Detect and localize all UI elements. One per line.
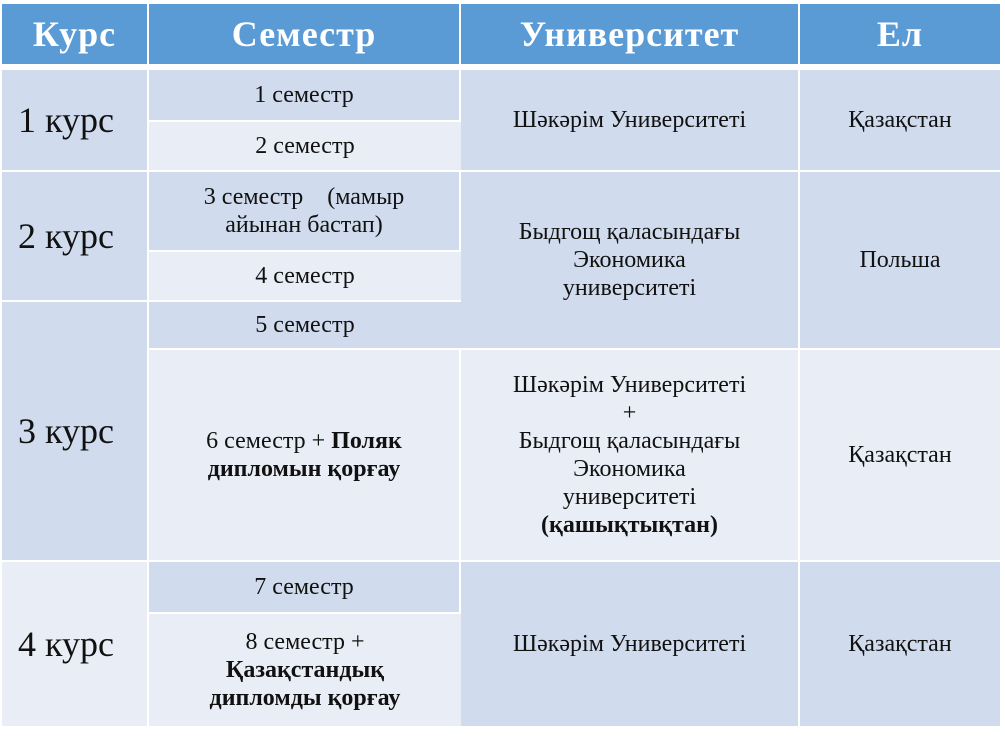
country-course-3-cell: Қазақстан bbox=[800, 350, 1000, 562]
university-course-3-line-6: (қашықтықтан) bbox=[541, 512, 718, 538]
university-course-2-line-2: Экономика bbox=[573, 247, 686, 273]
semester-3-line-2: айынан бастап) bbox=[225, 212, 383, 238]
semester-6-cell bbox=[149, 350, 461, 562]
table-row bbox=[2, 70, 1000, 122]
header-course: Курс bbox=[2, 4, 149, 70]
semester-7-cell: 7 семестр bbox=[149, 562, 461, 614]
university-course-4-cell: Шәкәрім Университеті bbox=[461, 562, 800, 728]
university-course-3-line-5: университеті bbox=[562, 484, 697, 510]
course-4-cell: 4 курс bbox=[2, 562, 149, 728]
table-row bbox=[2, 350, 1000, 562]
university-course-1-cell: Шәкәрім Университеті bbox=[461, 70, 800, 172]
university-course-2-line-3: университеті bbox=[562, 275, 697, 301]
university-course-3-line-2: + bbox=[622, 400, 637, 426]
semester-2-cell: 2 семестр bbox=[149, 122, 461, 172]
country-course-1-cell: Қазақстан bbox=[800, 70, 1000, 172]
header-country: Ел bbox=[800, 4, 1000, 70]
university-course-3-line-1: Шәкәрім Университеті bbox=[512, 372, 747, 398]
semester-8-bold-2: дипломды қорғау bbox=[209, 685, 401, 711]
university-course-2-cell bbox=[461, 172, 800, 350]
semester-4-cell: 4 семестр bbox=[149, 252, 461, 302]
university-course-3-line-3: Быдгощ қаласындағы bbox=[518, 428, 741, 454]
study-plan-table bbox=[2, 4, 1000, 728]
header-semester: Семестр bbox=[149, 4, 461, 70]
header-row bbox=[2, 4, 1000, 70]
semester-5-cell: 5 семестр bbox=[149, 302, 461, 350]
country-course-4-cell: Қазақстан bbox=[800, 562, 1000, 728]
country-course-2-cell: Польша bbox=[800, 172, 1000, 350]
course-1-cell: 1 курс bbox=[2, 70, 149, 172]
table-row bbox=[2, 562, 1000, 614]
semester-8-bold-1: Қазақстандық bbox=[225, 657, 385, 683]
header-university: Университет bbox=[461, 4, 800, 70]
university-course-2-line-1: Быдгощ қаласындағы bbox=[518, 219, 741, 245]
course-3-cell: 3 курс bbox=[2, 302, 149, 562]
semester-6-bold-2: дипломын қорғау bbox=[207, 456, 401, 482]
university-course-3-cell bbox=[461, 350, 800, 562]
semester-3-line-1: 3 семестр (мамыр bbox=[203, 184, 405, 210]
semester-6-prefix: 6 семестр + bbox=[206, 428, 332, 454]
semester-6-bold-1: Поляк bbox=[331, 428, 402, 454]
university-course-3-line-4: Экономика bbox=[573, 456, 686, 482]
table-row bbox=[2, 172, 1000, 252]
course-2-cell: 2 курс bbox=[2, 172, 149, 302]
semester-3-cell bbox=[149, 172, 461, 252]
semester-8-line-1: 8 семестр + bbox=[245, 629, 365, 655]
semester-8-cell bbox=[149, 614, 461, 728]
semester-1-cell: 1 семестр bbox=[149, 70, 461, 122]
